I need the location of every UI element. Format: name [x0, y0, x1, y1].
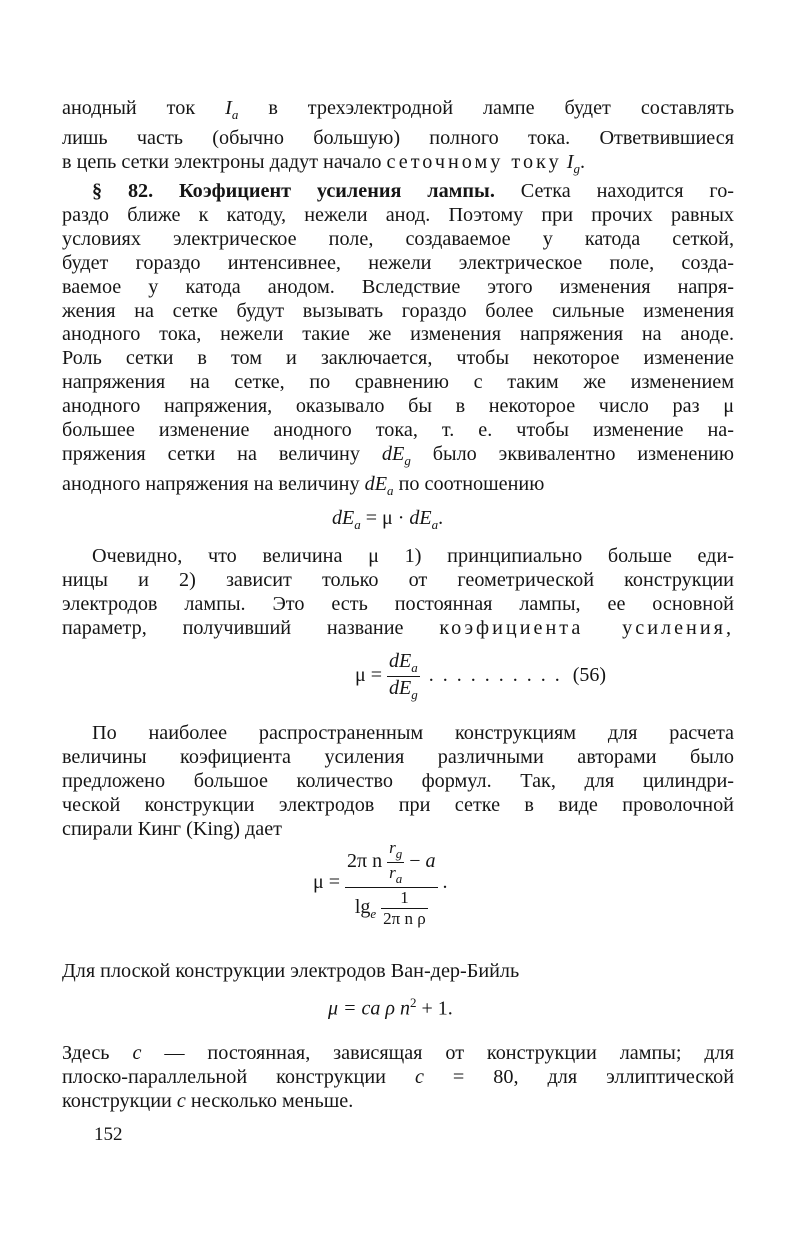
eq-sub: g — [411, 687, 418, 702]
eq-term: μ = ca ρ n — [328, 997, 411, 1020]
var-c: c — [132, 1042, 142, 1064]
text-line: ческой конструкции электродов при сетке в виде проволочной — [62, 793, 734, 816]
paragraph-constant — [62, 1042, 734, 1114]
text-line: спирали Кинг (King) дает — [62, 817, 283, 840]
text-line: величины коэфициента усиления различными авторами было — [62, 745, 734, 768]
sub-a: a — [231, 107, 239, 122]
text-line: раздо ближе к катоду, нежели анод. Поэтому при прочих равных — [62, 203, 734, 226]
var-c: c — [176, 1089, 186, 1112]
eq-term: dE — [409, 507, 432, 529]
equation-1 — [332, 507, 443, 533]
text: плоско-параллельной конструкции — [62, 1065, 386, 1088]
eq-term: dE — [389, 677, 412, 699]
spaced-term: сеточному току — [386, 150, 562, 173]
period: . — [442, 871, 448, 894]
eq-sup: 2 — [410, 995, 417, 1010]
eq-term: r — [389, 838, 396, 857]
inner-fraction — [387, 838, 404, 887]
text: анодного напряжения на величину — [62, 472, 360, 495]
text-line: предложено большое количество формул. Так, для цилиндри- — [62, 769, 734, 792]
var-i: I — [566, 150, 574, 173]
eq-term: a — [425, 850, 436, 873]
equation-56 — [355, 650, 606, 703]
eq-term: 2π n — [347, 850, 383, 873]
text-line: Роль сетки в том и заключается, чтобы некоторое изменение — [62, 347, 734, 370]
text: конструкции — [62, 1089, 172, 1112]
text-line: По наиболее распространенным конструкциям для расчета — [92, 722, 734, 744]
var-de: dE — [364, 472, 388, 495]
section-82 — [62, 180, 734, 503]
eq-lhs: μ = — [355, 664, 383, 687]
text: — постоянная, зависящая от конструкции лампы; для — [164, 1042, 735, 1064]
eq-sub: a — [431, 517, 439, 532]
text-line: условиях электрическое поле, создаваемое у катода сеткой, — [62, 227, 734, 250]
eq-relation: = μ · — [365, 507, 405, 529]
text: несколько меньше. — [190, 1089, 354, 1112]
text: 1) принципиально больше еди- — [404, 545, 734, 567]
text: было эквивалентно изменению — [432, 442, 735, 465]
fraction — [345, 838, 438, 929]
text: в трехэлектродной лампе будет составлять — [268, 97, 735, 119]
eq-sub: a — [354, 517, 361, 532]
period: . — [579, 150, 585, 173]
sub-g: g — [573, 160, 580, 176]
text: анодный ток — [62, 97, 196, 119]
text-line: будет гораздо интенсивнее, нежели электрическое поле, созда- — [62, 251, 734, 274]
mu-symbol: μ — [368, 545, 379, 567]
text: по соотношению — [398, 472, 545, 495]
eq-sub: e — [370, 906, 377, 922]
eq-operator: − — [409, 850, 421, 873]
text-line: электродов лампы. Это есть постоянная лампы, ее основной — [62, 592, 734, 615]
eq-term: 1 — [400, 888, 409, 907]
text: Здесь — [62, 1042, 110, 1064]
paragraph-plane — [62, 960, 734, 984]
text-line: напряжения на сетке, по сравнению с таким же изменением — [62, 371, 734, 394]
text-line: анодного тока, нежели такие же изменения напряжения на аноде. — [62, 323, 734, 346]
eq-term: dE — [389, 650, 412, 672]
page-number: 152 — [94, 1124, 123, 1145]
eq-term: r — [389, 863, 396, 882]
mu-symbol: μ — [723, 395, 735, 418]
text: в цепь сетки электроны дадут начало — [62, 150, 382, 173]
text: Сетка находится го- — [520, 180, 735, 202]
eq-sub: g — [395, 846, 403, 861]
eq-sub: a — [395, 871, 403, 886]
sub-g: g — [404, 452, 411, 468]
eq-sub: a — [411, 660, 418, 675]
text: Очевидно, что величина — [92, 545, 343, 567]
text: пряжения сетки на величину — [62, 442, 360, 465]
fraction — [387, 650, 420, 703]
inner-fraction — [381, 888, 428, 929]
var-i: I — [225, 97, 232, 119]
paragraph-mu — [62, 545, 734, 641]
var-c: c — [414, 1065, 424, 1088]
eq-term: dE — [332, 507, 355, 529]
paragraph-formulas — [62, 722, 734, 842]
leader-dots: . . . . . . . . . . — [428, 664, 562, 687]
eq-lhs: μ = — [313, 871, 341, 894]
equation-plane — [328, 995, 453, 1021]
text-line: ваемое у катода анодом. Вследствие этого изменения напря- — [62, 275, 734, 298]
var-de: dE — [381, 442, 405, 465]
section-heading: § 82. Коэфициент усиления лампы. — [92, 180, 495, 202]
eq-term: 2π n ρ — [383, 909, 426, 928]
paragraph-intro — [62, 97, 734, 181]
text-line: жения на сетке будут вызывать гораздо более сильные изменения — [62, 299, 734, 322]
text-line: ницы и 2) зависит только от геометрической конструкции — [62, 568, 734, 591]
equation-king — [313, 838, 448, 929]
period: . — [438, 507, 444, 529]
eq-term: lg — [354, 896, 371, 919]
spaced-term: коэфициента усиления, — [439, 616, 734, 639]
text-line: Для плоской конструкции электродов Ван-дер-Бийль — [62, 960, 520, 982]
text-line: большее изменение анодного тока, т. е. чтобы изменение на- — [62, 419, 734, 442]
equation-number: (56) — [572, 664, 607, 687]
text: параметр, получивший название — [62, 616, 404, 639]
sub-a: a — [387, 482, 394, 498]
text: = 80, для эллиптической — [452, 1065, 735, 1088]
eq-term: + 1. — [421, 997, 453, 1020]
text-line: лишь часть (обычно большую) полного тока. Ответвившиеся — [62, 126, 734, 149]
text: анодного напряжения, оказывало бы в некоторое число раз — [62, 395, 700, 418]
